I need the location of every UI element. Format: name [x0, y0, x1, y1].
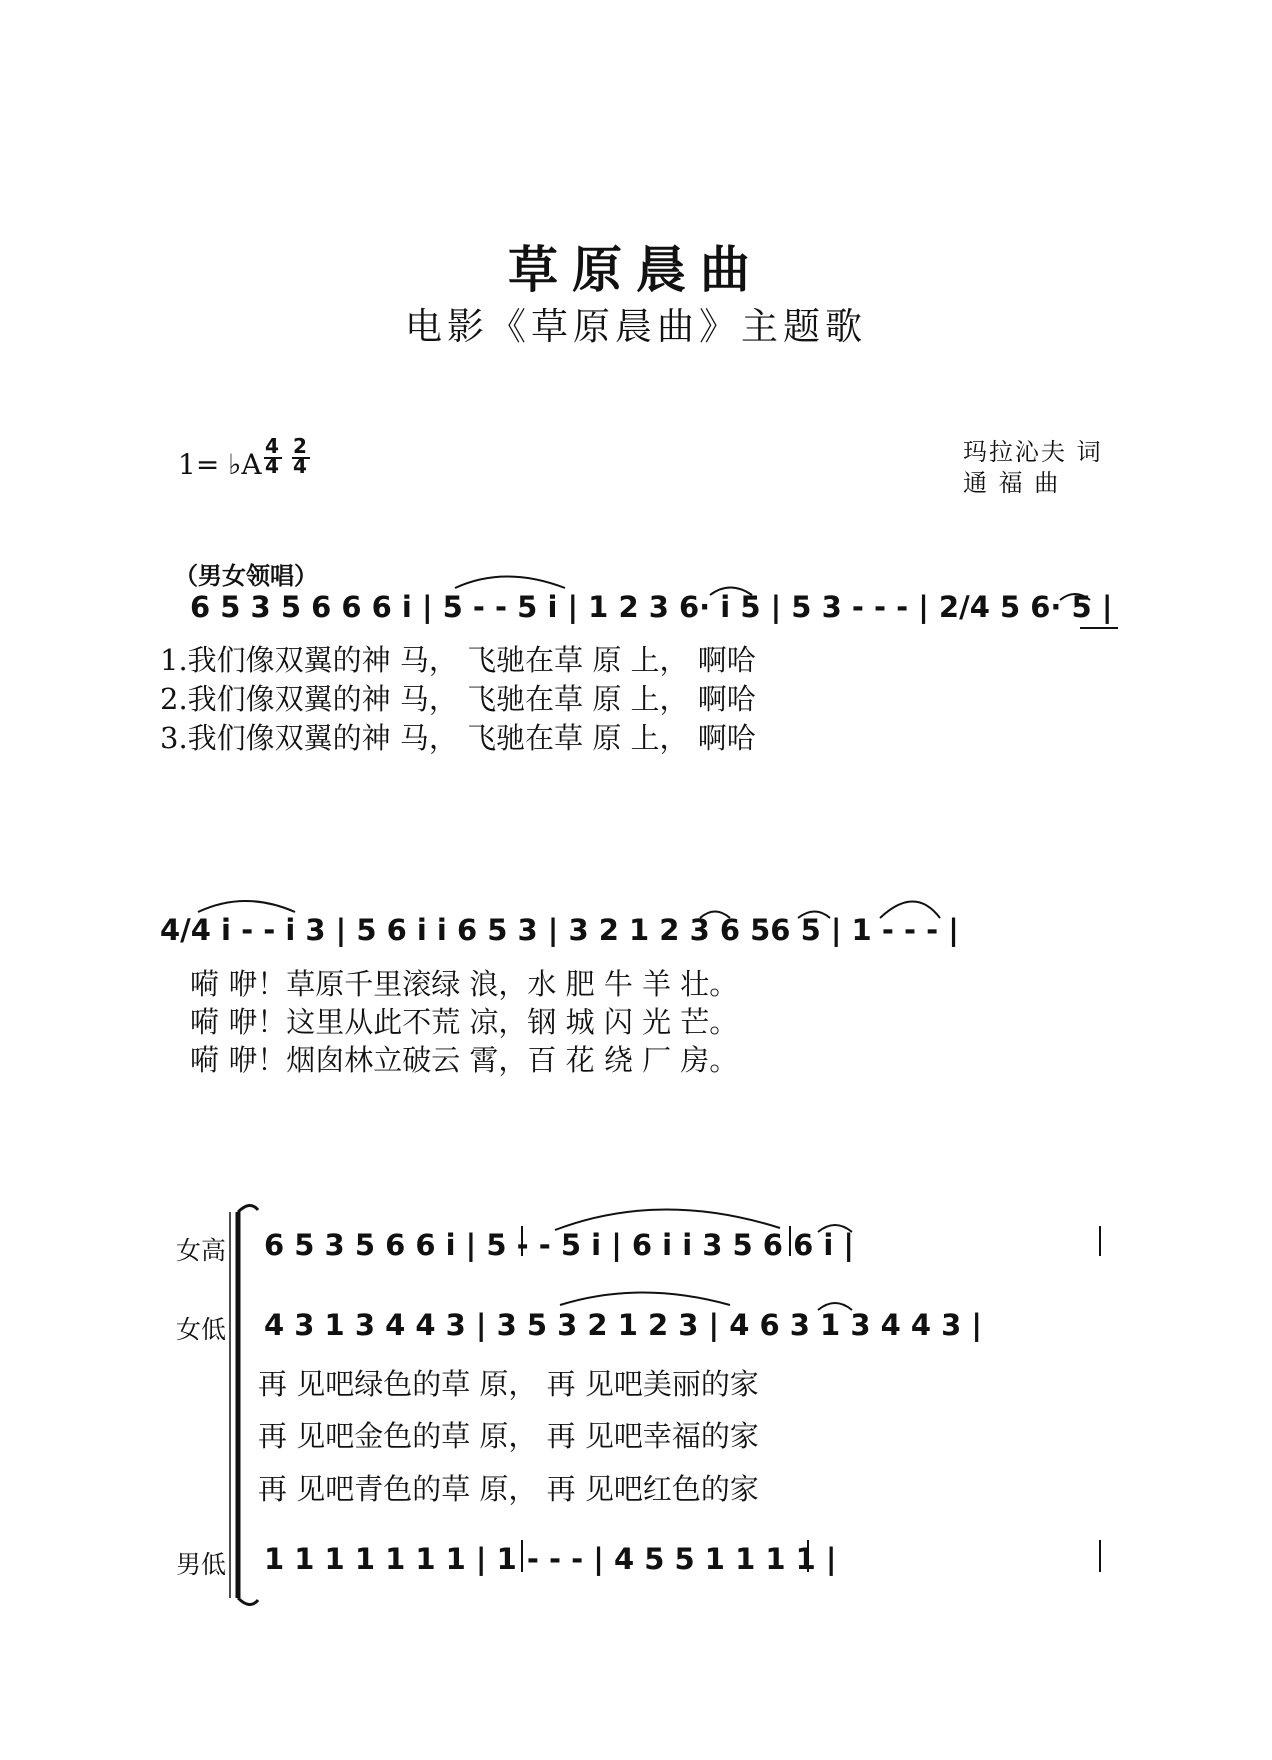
- lyric-verse-1: 再 见吧绿色的草 原， 再 见吧美丽的家: [258, 1367, 759, 1401]
- key-signature: 1= ♭A: [178, 448, 262, 481]
- notation-line: 6 5 3 5 6 6 6 i | 5 - - 5 i | 1 2 3 6· i 5 | 5 3 - - - | 2/4 5 6· 5 |: [190, 590, 1113, 624]
- lyric-verse-3: 再 见吧青色的草 原， 再 见吧红色的家: [258, 1472, 759, 1506]
- lyric-verse-3: 嗬 咿！烟囱林立破云 霄，百 花 绕 厂 房。: [190, 1043, 739, 1077]
- slur: [880, 902, 940, 919]
- lyric-verse-3: 3.我们像双翼的神 马， 飞驰在草 原 上， 啊哈: [160, 721, 756, 755]
- notation-line: 4/4 i - - i 3 | 5 6 i i 6 5 3 | 3 2 1 2 3 6 56 5 | 1 - - - |: [160, 913, 959, 947]
- notation-line-soprano: 6 5 3 5 6 6 i | 5 - - 5 i | 6 i i 3 5 6 6 i |: [264, 1228, 854, 1262]
- system-bracket: [238, 1598, 258, 1605]
- slur: [710, 588, 752, 596]
- notation-line-bass: 1 1 1 1 1 1 1 | 1 - - - | 4 5 5 1 1 1 1 |: [264, 1542, 837, 1576]
- slur: [1060, 594, 1090, 600]
- song-subtitle: 电影《草原晨曲》主题歌: [405, 305, 867, 348]
- lyric-verse-2: 再 见吧金色的草 原， 再 见吧幸福的家: [258, 1419, 759, 1453]
- slur: [798, 912, 830, 919]
- lyricist-credit: 玛拉沁夫 词: [963, 438, 1103, 466]
- slur: [555, 1209, 780, 1230]
- system-bracket: [238, 1205, 258, 1212]
- part-label-bass: 男低: [176, 1550, 227, 1579]
- slur: [818, 1303, 852, 1310]
- song-title: 草原晨曲: [508, 240, 764, 299]
- part-label-soprano: 女高: [176, 1236, 227, 1265]
- lyric-verse-2: 嗬 咿！这里从此不荒 凉，钢 城 闪 光 芒。: [190, 1005, 739, 1039]
- part-label-alto: 女低: [176, 1315, 227, 1344]
- slur: [455, 577, 565, 589]
- performer-note: （男女领唱）: [174, 562, 318, 590]
- composer-credit: 通 福 曲: [963, 469, 1061, 497]
- slur: [198, 901, 295, 912]
- notation-line-alto: 4 3 1 3 4 4 3 | 3 5 3 2 1 2 3 | 4 6 3 1 3 4 4 3 |: [264, 1308, 983, 1342]
- slur: [700, 912, 730, 919]
- slur: [560, 1293, 730, 1306]
- lyric-verse-2: 2.我们像双翼的神 马， 飞驰在草 原 上， 啊哈: [160, 682, 756, 716]
- lyric-verse-1: 嗬 咿！草原千里滚绿 浪，水 肥 牛 羊 壮。: [190, 967, 739, 1001]
- lyric-verse-1: 1.我们像双翼的神 马， 飞驰在草 原 上， 啊哈: [160, 643, 756, 677]
- slur: [818, 1225, 852, 1232]
- time-signature-1: 4 4: [265, 434, 279, 478]
- time-signature-2: 2 4: [293, 434, 307, 478]
